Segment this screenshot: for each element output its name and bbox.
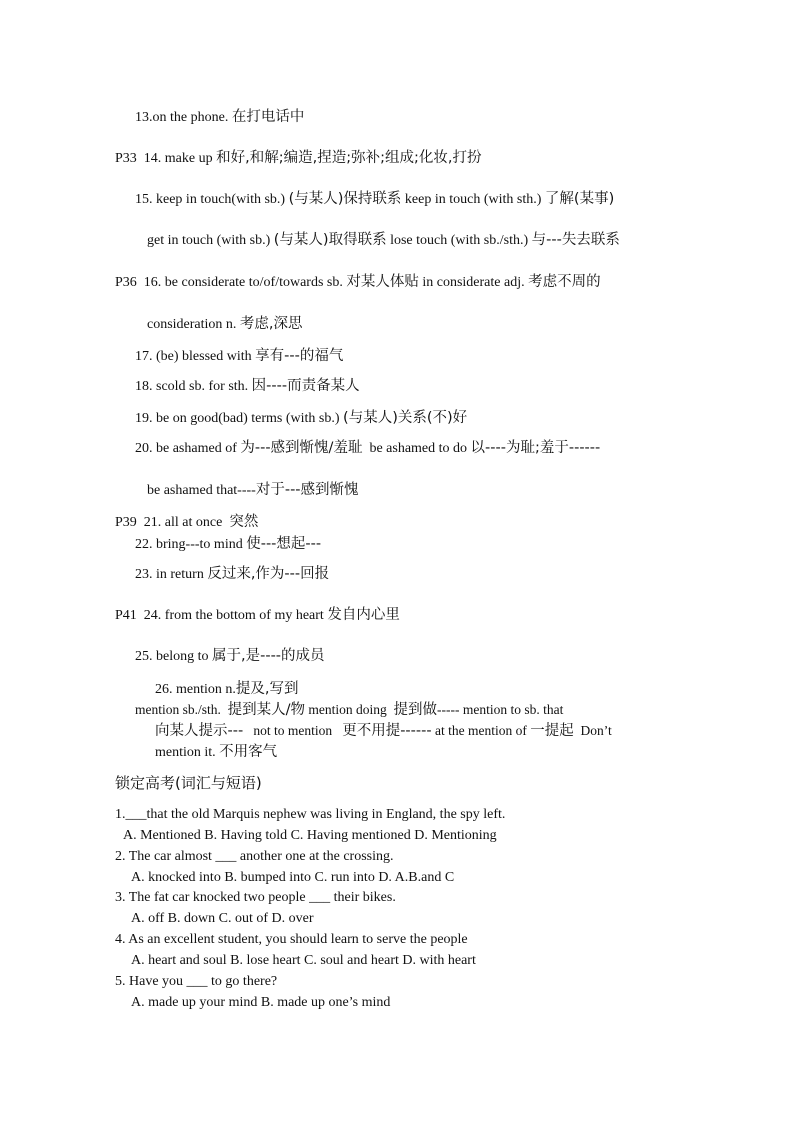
question-options: A. Mentioned B. Having told C. Having mentioned D. Mentioning <box>123 828 497 843</box>
phrase-en: be ashamed that---- <box>147 483 256 498</box>
phrase-en: 25. belong to <box>135 649 209 664</box>
phrase-en-2: lose touch (with sb./sth.) <box>390 233 529 248</box>
phrase-en: 20. be ashamed of <box>135 441 237 456</box>
question-stem: 3. The fat car knocked two people ___ their bikes. <box>115 890 396 905</box>
vocab-line-20b <box>147 481 359 500</box>
phrase-en: 21. all at once <box>143 515 223 530</box>
vocab-line-26d <box>155 743 277 762</box>
phrase-cn: 反过来,作为---回报 <box>207 566 330 582</box>
phrase-en: 22. bring---to mind <box>135 537 243 552</box>
vocab-line-23 <box>135 565 329 584</box>
phrase-cn: 属于,是----的成员 <box>212 648 325 664</box>
phrase-cn-2: 考虑不周的 <box>528 274 601 290</box>
vocab-line-14 <box>115 149 482 168</box>
vocab-line-15b <box>147 231 620 250</box>
vocab-line-16 <box>115 273 601 292</box>
vocab-line-16b <box>147 315 303 334</box>
phrase-cn: 不用客气 <box>219 744 278 760</box>
phrase-en: 19. be on good(bad) terms (with sb.) <box>135 411 340 426</box>
vocab-line-20 <box>135 439 600 458</box>
phrase-cn: 因----而责备某人 <box>251 378 360 394</box>
vocab-line-25 <box>135 647 325 666</box>
question-options: A. off B. down C. out of D. over <box>131 911 314 926</box>
phrase-en-2: be ashamed to do <box>369 441 468 456</box>
phrase-en: 15. keep in touch(with sb.) <box>135 192 286 207</box>
phrase-en-2: mention doing <box>308 702 387 717</box>
phrase-cn: 使---想起--- <box>246 536 322 552</box>
phrase-en: 26. mention n. <box>155 682 236 697</box>
phrase-cn-2: 更不用提------ <box>342 723 432 739</box>
phrase-cn: 提及,写到 <box>235 681 299 697</box>
phrase-cn: (与某人)关系(不)好 <box>343 410 468 426</box>
phrase-cn: 在打电话中 <box>231 109 305 125</box>
vocab-line-17 <box>135 347 343 366</box>
phrase-en-2: not to mention <box>253 723 333 738</box>
question-options: A. knocked into B. bumped into C. run into D. A.B.and C <box>131 870 455 885</box>
vocab-line-19 <box>135 409 467 428</box>
phrase-en: 24. from the bottom of my heart <box>143 608 324 623</box>
vocab-line-24 <box>115 606 400 625</box>
question-options: A. heart and soul B. lose heart C. soul and heart D. with heart <box>131 953 476 968</box>
phrase-cn: 和好,和解;编造,捏造;弥补;组成;化妆,打扮 <box>216 150 482 166</box>
phrase-cn: 为---感到惭愧/羞耻 <box>240 440 363 456</box>
phrase-cn: 提到某人/物 <box>227 702 306 718</box>
page-ref: P39 <box>115 515 137 530</box>
page-ref: P33 <box>115 151 137 166</box>
phrase-cn: (与某人)保持联系 <box>288 191 402 207</box>
phrase-en: 18. scold sb. for sth. <box>135 379 249 394</box>
phrase-cn-2: 与---失去联系 <box>531 232 620 248</box>
question-options: A. made up your mind B. made up one’s mind <box>131 995 391 1010</box>
phrase-en: mention sb./sth. <box>135 702 221 717</box>
phrase-en: 13.on the phone. <box>135 110 229 125</box>
page-ref: P41 <box>115 608 137 623</box>
phrase-en-3: at the mention of <box>434 723 527 738</box>
vocab-line-26 <box>155 680 299 699</box>
vocab-line-26c <box>155 722 612 740</box>
phrase-en-2: in considerate adj. <box>422 275 525 290</box>
phrase-cn: (与某人)取得联系 <box>273 232 387 248</box>
phrase-en-4: Don’t <box>580 723 612 738</box>
vocab-line-15 <box>135 190 614 209</box>
vocab-line-13 <box>135 108 304 127</box>
phrase-en: get in touch (with sb.) <box>147 233 271 248</box>
phrase-cn-2: 以----为耻;羞于------ <box>470 440 601 456</box>
page-ref: P36 <box>115 275 137 290</box>
phrase-cn: 发自内心里 <box>327 607 400 623</box>
phrase-cn: 对某人体贴 <box>346 274 419 290</box>
section-title: 锁定高考(词汇与短语) <box>115 774 262 792</box>
vocab-line-26b <box>135 701 563 719</box>
vocab-line-18 <box>135 377 360 396</box>
phrase-en-2: keep in touch (with sth.) <box>404 192 542 207</box>
phrase-en: 17. (be) blessed with <box>135 349 252 364</box>
phrase-en: 23. in return <box>135 567 204 582</box>
vocab-line-21 <box>115 513 258 532</box>
phrase-cn: 考虑,深思 <box>239 316 303 332</box>
question-stem: 2. The car almost ___ another one at the crossing. <box>115 849 394 864</box>
phrase-cn: 向某人提示--- <box>155 723 244 739</box>
phrase-en: 16. be considerate to/of/towards sb. <box>143 275 343 290</box>
phrase-cn-3: 一提起 <box>530 723 574 739</box>
phrase-en: 14. make up <box>143 151 213 166</box>
phrase-en: mention it. <box>155 745 216 760</box>
phrase-en: consideration n. <box>147 317 237 332</box>
phrase-cn-2: 了解(某事) <box>544 191 615 207</box>
question-stem: 4. As an excellent student, you should learn to serve the people <box>115 932 468 947</box>
phrase-cn: 享有---的福气 <box>255 348 344 364</box>
phrase-cn-2: 提到做 <box>393 702 438 718</box>
question-stem: 1.___that the old Marquis nephew was living in England, the spy left. <box>115 807 506 822</box>
phrase-cn: 突然 <box>229 514 259 530</box>
question-stem: 5. Have you ___ to go there? <box>115 974 278 989</box>
phrase-en-3: ----- mention to sb. that <box>437 702 564 717</box>
phrase-cn: 对于---感到惭愧 <box>255 482 359 498</box>
vocab-line-22 <box>135 535 321 554</box>
